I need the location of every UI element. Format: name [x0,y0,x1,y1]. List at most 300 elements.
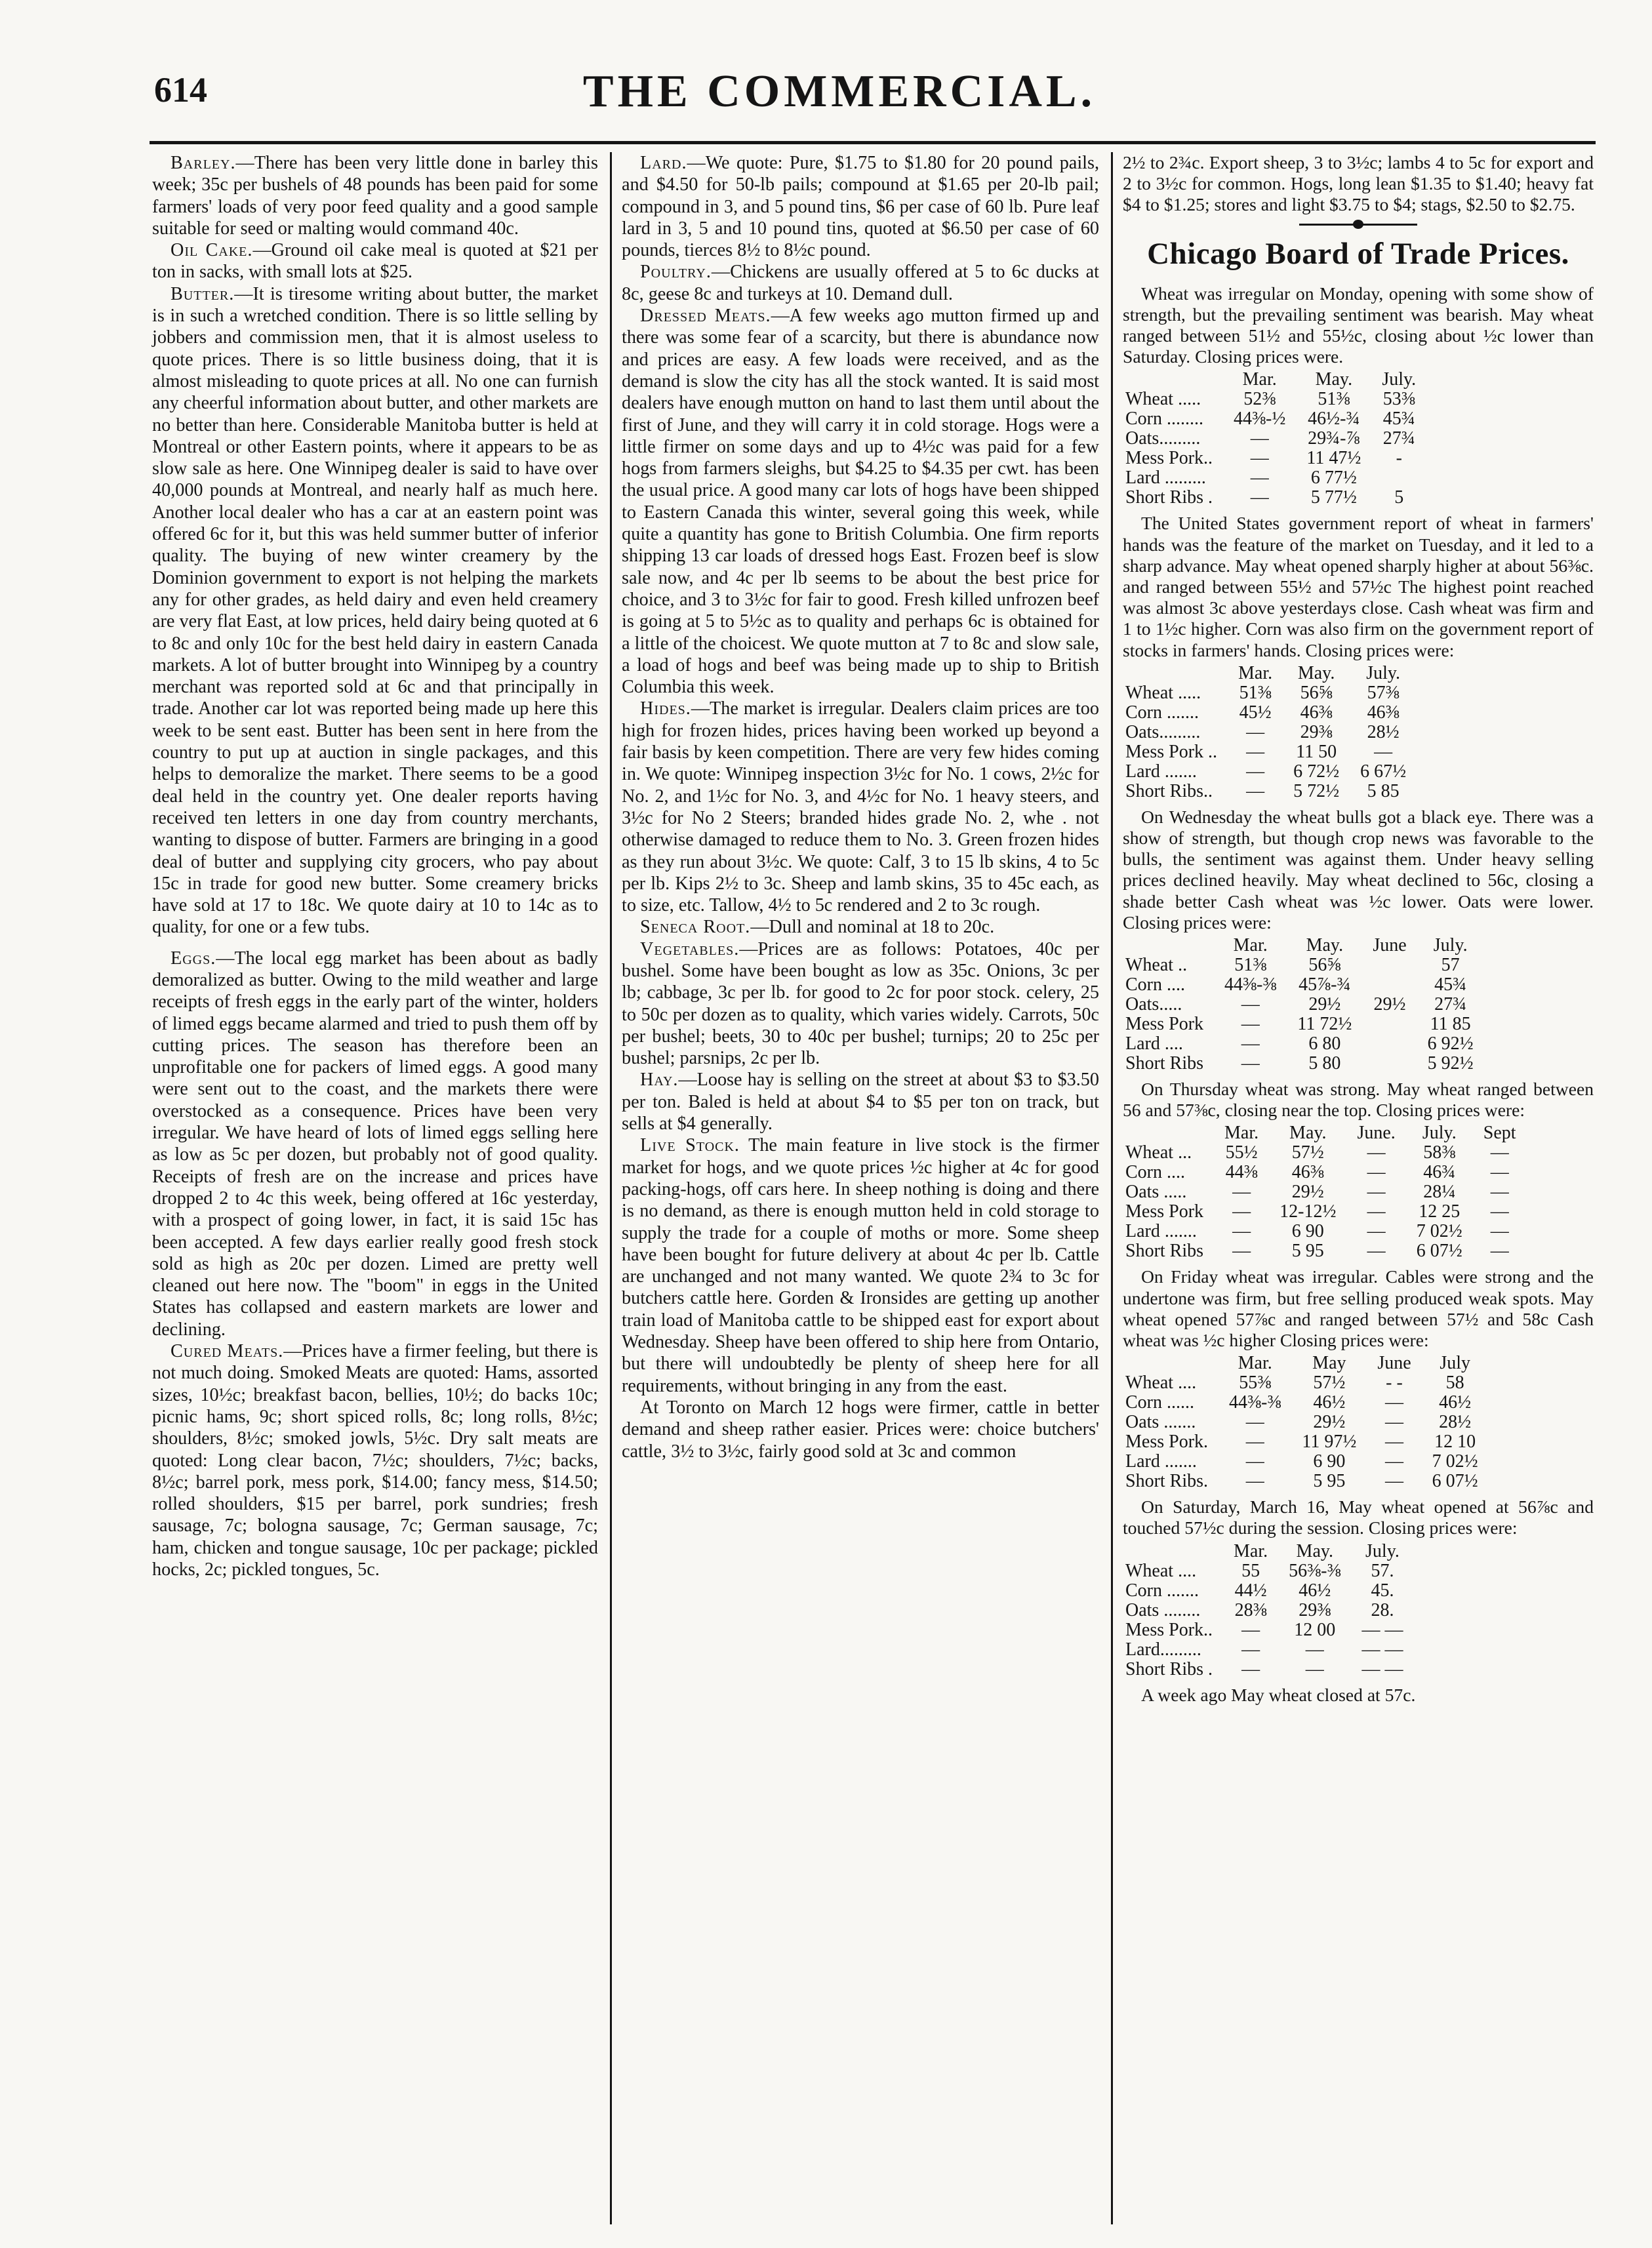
price-cell: 45½ [1239,702,1272,723]
price-cell: 57½ [1291,1142,1324,1163]
commodity-label: Lard ....... [1125,1221,1197,1242]
price-cell: 44⅜-⅜ [1224,974,1277,995]
column-header: May. [1296,1540,1334,1561]
table-row [1125,1054,1484,1074]
table-header-row [1125,370,1426,390]
price-cell: 11 47½ [1306,448,1361,469]
column-header: Sept [1483,1123,1516,1144]
price-cell: 12 00 [1294,1619,1336,1640]
table-row [1125,1241,1527,1261]
table-row [1125,1014,1484,1034]
price-cell: 46½ [1313,1392,1346,1413]
price-cell: — [1232,1201,1251,1222]
table-row [1125,1640,1413,1660]
column-header: July. [1433,935,1468,956]
column-header: July. [1382,369,1417,390]
paragraph-text: —There has been very little done in barley this week; 35c per bushels of 48 pounds has been paid for some farmers' loads of very poor feed quality and a good sample suitable for seed or malting would command 40c. [152,153,598,239]
price-cell: — [1241,1053,1260,1074]
price-cell: 11 85 [1430,1014,1471,1035]
commodity-label: Corn ....... [1125,702,1199,723]
price-cell: — [1374,741,1393,762]
table-row [1125,1143,1527,1163]
paragraph-text: —The local egg market has been about as badly demoralized as butter. Owing to the mild weather and large receipts of fresh eggs in the early part of the winter, holders of limed eggs became alarmed and tried to push them off by cutting prices. The season has therefore been an unprofitable one for packers of limed eggs. A good many were sent out to the coast, and the markets there were overstocked as a consequence. Prices have been very irregular. We have heard of lots of limed eggs selling here as low as 5c per dozen, but probably not of good quality. Receipts of fresh are on the increase and prices have dropped 2 to 4c this week, being offered at 16c yesterday, with a prospect of going lower, in fact, it is said 15c has been accepted. A few days earlier really good fresh stock sold as high as 20c per dozen. Limed are pretty well cleaned out here now. The "boom" in eggs in the United States has collapsed and eastern markets are lower and declining. [152,948,598,1340]
price-cell: — [1490,1162,1509,1183]
price-cell: — [1246,741,1265,762]
price-cell: 46¾ [1423,1162,1456,1183]
table-row [1125,409,1426,429]
price-cell: — [1250,428,1269,449]
commodity-label: Mess Pork .. [1125,741,1218,762]
price-cell: 53⅜ [1382,389,1415,410]
table-row [1125,1413,1489,1432]
column-header: Mar. [1242,369,1277,390]
price-cell: — [1305,1658,1324,1679]
run-head: Hay. [640,1070,679,1091]
price-cell: — [1232,1221,1251,1242]
column-header: July. [1422,1123,1457,1144]
paragraph-cured-meats [152,1340,598,1580]
run-head: Barley. [171,153,236,173]
column-header: Mar. [1233,935,1268,956]
price-cell: 55½ [1225,1142,1258,1163]
paragraph-text: —The market is irregular. Dealers claim prices are too high for frozen hides, prices having been worked up beyond a fair basis by keen competition. There are very few hides coming in. We quote: Winnipeg inspection 3½c for No. 1 cows, 2½c for No. 2, and 1½c for No. 3, and 4½c for No. 1 heavy steers, and 3½c for No 2 Steers; branded hides grade No. 2, whe . not otherwise damaged to reduce them to No. 3. Green frozen hides as they run about 3½c. We quote: Calf, 3 to 15 lb skins, 4 to 5c per lb. Kips 2½ to 3c. Sheep and lamb skins, 35 to 45c each, as to size, etc. Tallow, 4½ to 5c rendered and 2 to 3c rough. [622,698,1099,916]
price-cell: — [1241,1658,1260,1679]
price-cell: 5 77½ [1310,487,1357,508]
column-1 [152,152,598,1580]
price-cell: 29½ [1308,994,1341,1015]
column-header: May. [1297,662,1335,683]
table-row [1125,723,1417,742]
table-row [1125,1034,1484,1054]
paragraph-saturday: On Saturday, March 16, May wheat opened at 56⅞c and touched 57½c during the session. Closing prices were: [1123,1496,1594,1538]
paragraph-dressed-meats [622,305,1099,698]
table-row [1125,955,1484,975]
price-cell: 29⅜ [1300,721,1333,742]
price-cell: — [1245,1451,1264,1472]
price-cell: 46½ [1439,1392,1472,1413]
commodity-label: Oats ....... [1125,1412,1196,1433]
price-cell: — [1232,1241,1251,1262]
price-cell: 56⅝ [1308,955,1341,976]
price-cell: — [1246,721,1265,742]
price-cell: — — [1361,1658,1403,1679]
price-cell [1362,975,1417,995]
commodity-label: Oats......... [1125,428,1201,449]
price-cell: — [1245,1412,1264,1433]
price-cell: 6 07½ [1432,1471,1478,1492]
run-head: Poultry. [640,262,712,283]
column-header: May. [1315,369,1353,390]
price-cell: 6 72½ [1293,761,1340,782]
paragraph-monday: Wheat was irregular on Monday, opening with some show of strength, but the prevailing sentiment was bearish. May wheat ranged between 51½ and 55½c, closing about ½c lower than Saturday. Closing prices were. [1123,283,1594,367]
commodity-label: Corn ....... [1125,1580,1199,1601]
price-cell: — [1246,780,1265,801]
column-header: July [1440,1353,1470,1374]
table-header-row [1125,936,1484,955]
price-cell: — [1367,1221,1386,1242]
table-header-row [1125,1354,1489,1373]
paragraph-text: —Dull and nominal at 18 to 20c. [750,917,995,938]
commodity-label: Mess Pork.. [1125,1619,1213,1640]
paragraph-text: —Prices have a firmer feeling, but there is not much doing. Smoked Meats are quoted: Hams, assorted sizes, 10½c; breakfast bacon, bellies, 10½; do backs 10c; picnic hams, 9c; short spiced rolls, 8c; long rolls, 8½c; shoulders, 8½c; smoked jowls, 5½c. Dry salt meats are quoted: Long clear bacon, 7½c; shoulders, 7½c; backs, 8½c; barrel pork, mess pork, $14.00; fancy mess, $14.50; rolled shoulders, $15 per barrel, pork sundries; fresh sausage, 7c; bologna sausage, 7c; German sausage, 7c; ham, chicken and tongue sausage, 10c per package; pickled hocks, 2c; pickled tongues, 5c. [152,1341,599,1580]
paragraph-barley [152,152,598,239]
table-row [1125,429,1426,449]
commodity-label: Wheat .. [1125,955,1188,976]
paragraph-thursday: On Thursday wheat was strong. May wheat ranged between 56 and 57⅜c, closing near the top. Closing prices were: [1123,1079,1594,1121]
paragraph-text: —Chickens are usually offered at 5 to 6c ducks at 8c, geese 8c and turkeys at 10. Demand dull. [622,262,1099,304]
price-cell: 27¾ [1434,994,1467,1015]
price-cell: 58⅜ [1423,1142,1456,1163]
paragraph-toronto [622,1397,1099,1462]
price-cell: 29½ [1373,994,1406,1015]
column-header [1125,936,1214,955]
commodity-label: Short Ribs.. [1125,780,1213,801]
price-cell: 28⅜ [1234,1599,1267,1620]
price-cell: 5 95 [1291,1241,1324,1262]
price-cell [1362,955,1417,975]
price-cell: 5 80 [1308,1053,1341,1074]
section-title: Chicago Board of Trade Prices. [1147,236,1569,271]
table-row [1125,683,1417,703]
price-cell: 45⅞-¾ [1299,974,1351,995]
run-head: Hides. [640,698,691,719]
price-cell: 28. [1371,1599,1394,1620]
commodity-label: Corn ........ [1125,409,1203,430]
price-cell: 5 72½ [1293,780,1340,801]
price-cell: — [1250,468,1269,489]
price-cell: 11 50 [1296,741,1337,762]
price-cell: — [1250,487,1269,508]
price-cell: 45¾ [1382,409,1415,430]
price-cell: 46½-¾ [1308,409,1360,430]
price-cell: 29⅜ [1299,1599,1331,1620]
paragraph-eggs [152,948,598,1340]
price-cell [1371,468,1426,488]
table-row [1125,1222,1527,1241]
table-row [1125,1581,1413,1601]
table-row [1125,1660,1413,1679]
price-cell: 12 25 [1419,1201,1461,1222]
price-cell: — — [1361,1639,1403,1660]
price-cell: — [1384,1471,1403,1492]
column-header: July. [1366,662,1401,683]
column-divider [1111,152,1113,2224]
run-head: Butter. [171,283,235,304]
price-table-friday [1125,1354,1489,1491]
price-cell: — [1367,1182,1386,1203]
price-cell: - - [1386,1373,1403,1394]
price-cell: 51⅜ [1239,682,1272,703]
table-row [1125,449,1426,468]
price-cell: — [1241,1034,1260,1054]
column-header: May [1312,1353,1346,1374]
column-divider [610,152,612,2224]
price-cell: — [1241,1014,1260,1035]
run-head: Cured Meats. [171,1341,284,1362]
paragraph-hay [622,1069,1099,1134]
price-cell: — [1367,1241,1386,1262]
price-cell: 57½ [1313,1373,1346,1394]
price-cell: 55 [1241,1560,1260,1581]
price-cell: 51⅜ [1234,955,1267,976]
paragraph-text: At Toronto on March 12 hogs were firmer, cattle in better demand and sheep rather easier. Prices were: choice butchers' cattle, 3½ to 3½c, fairly good sold at 3c and common [622,1397,1099,1462]
price-cell: 6 77½ [1310,468,1357,489]
column-header: Mar. [1238,662,1273,683]
commodity-label: Lard .... [1125,1034,1183,1054]
price-cell: 56⅜-⅜ [1289,1560,1341,1581]
table-row [1125,703,1417,723]
price-cell: 5 92½ [1427,1053,1474,1074]
paragraph-friday: On Friday wheat was irregular. Cables were strong and the undertone was firm, but free selling produced weak spots. May wheat opened 57⅞c and ranged between 57½ and 58c Cash wheat was ½c higher Closing prices were: [1123,1266,1594,1351]
price-cell: — [1367,1201,1386,1222]
price-table-thursday [1125,1123,1527,1261]
price-cell: — [1241,994,1260,1015]
commodity-label: Wheat ... [1125,1142,1192,1163]
commodity-label: Short Ribs . [1125,1658,1213,1679]
table-row [1125,975,1484,995]
run-head: Oil Cake. [171,240,253,261]
paragraph-text: The main feature in live stock is the firmer market for hogs, and we quote prices ½c higher at 4c for good packing-hogs, off cars here. In sheep nothing is doing and there is no demand, as there is enough mutton held in cold storage to supply the trade for a couple of moths or more. Some sheep have been bought for future delivery at about 4c per lb. Cattle are unchanged and not many wanted. We quote 2¾ to 3c for butchers cattle here. Gorden & Ironsides are getting up another train load of Manitoba cattle to be shipped east for export about Wednesday. Sheep have been offered to ship here from Ontario, but there will undoubtedly be plenty of sheep here for all requirements, without bringing in any from the east. [622,1135,1099,1396]
table-row [1125,1393,1489,1413]
commodity-label: Short Ribs . [1125,487,1213,508]
price-cell: — [1384,1432,1403,1453]
commodity-label: Short Ribs [1125,1053,1204,1074]
price-cell: 46½ [1299,1580,1331,1601]
column-header [1125,1542,1223,1561]
column-header [1125,664,1228,683]
table-row [1125,995,1484,1014]
table-row [1125,1472,1489,1491]
commodity-label: Corn ...... [1125,1392,1194,1413]
masthead [59,66,1620,126]
price-cell: — [1490,1221,1509,1242]
price-cell: 11 72½ [1297,1014,1352,1035]
price-cell: 57 [1441,955,1460,976]
price-cell: — [1367,1142,1386,1163]
column-header: June [1377,1353,1411,1374]
newspaper-title: THE COMMERCIAL. [582,66,1097,117]
run-head: Live Stock. [640,1135,740,1156]
price-cell: 44⅜-⅜ [1229,1392,1281,1413]
price-cell: 12 10 [1434,1432,1476,1453]
price-cell: 46⅜ [1300,702,1333,723]
column-header [1125,370,1223,390]
price-cell: 6 80 [1308,1034,1341,1054]
price-cell: — [1384,1392,1403,1413]
price-cell: 45¾ [1434,974,1467,995]
price-cell: 51⅜ [1318,389,1350,410]
price-cell: — [1245,1471,1264,1492]
paragraph-text: —Loose hay is selling on the street at about $3 to $3.50 per ton. Baled is held at about $4 to $5 per ton on track, but sells at $4 generally. [622,1070,1099,1134]
table-row [1125,1182,1527,1202]
price-cell: — [1384,1412,1403,1433]
column-2 [622,152,1099,1462]
price-cell: 57. [1371,1560,1394,1581]
price-cell: 29½ [1291,1182,1324,1203]
column-header: Mar. [1224,1123,1259,1144]
column-header [1125,1354,1219,1373]
price-cell: — [1246,761,1265,782]
run-head: Dressed Meats. [640,306,771,327]
price-cell: 5 95 [1313,1471,1346,1492]
run-head: Vegetables. [640,938,740,959]
table-row [1125,1373,1489,1393]
commodity-label: Wheat .... [1125,1560,1197,1581]
price-cell: 7 02½ [1416,1221,1462,1242]
run-head: Lard. [640,153,687,173]
table-header-row [1125,1542,1413,1561]
paragraph-text: —It is tiresome writing about butter, the market is in such a wretched condition. There is so little selling by jobbers and commission men, that it is almost useless to quote prices. There is so little business doing, that it is almost misleading to quote prices at all. No one can furnish any cheerful information about butter, and other markets are no better than here. Considerable Manitoba butter is held at Montreal or other Eastern points, where it appears to be as slow sale as here. One Winnipeg dealer is said to have over 40,000 pounds at Montreal, and nearly half as much here. Another local dealer who has a car at an eastern point was offered 6c for it, but this was held summer butter of inferior quality. The buying of new winter creamery by the Dominion government to export is not helping the markets any for other grades, as held dairy and even held creamery are very flat East, at low prices, held dairy being quoted at 6 to 8c and only 10c for the best held dairy in eastern Canada markets. A lot of butter brought into Winnipeg by a country merchant was reported sold at 6c and that principally in trade. Another car lot was reported being made up here this week to be sent east. Butter has been sent in here from the country to put up at auction in single packages, and this helps to demoralize the market. There seems to be a good deal held in the country yet. One dealer reports having received ten letters in one day from country merchants, wanting to dispose of butter. Farmers are bringing in a good deal of butter and supplying city grocers, who pay about 15c in trade for good new butter. Some creamery bricks have sold at 17 to 18c. We quote dairy at 10 to 14c as to quality, for one or a few tubs. [152,283,598,938]
commodity-label: Short Ribs [1125,1241,1204,1262]
commodity-label: Mess Pork [1125,1014,1204,1035]
price-cell: - [1396,448,1402,469]
price-cell: — [1241,1619,1260,1640]
commodity-label: Lard......... [1125,1639,1201,1660]
commodity-label: Mess Pork. [1125,1432,1209,1453]
paragraph-lard [622,152,1099,261]
price-table-tuesday [1125,664,1417,801]
commodity-label: Oats......... [1125,721,1201,742]
column-header: July. [1365,1540,1400,1561]
table-row [1125,1432,1489,1452]
price-cell: 45. [1371,1580,1394,1601]
paragraph-butter [152,283,598,938]
table-row [1125,762,1417,782]
commodity-label: Wheat .... [1125,1373,1197,1394]
column-header: June [1373,935,1407,956]
section-ornament-rule [1299,224,1417,226]
table-row [1125,1202,1527,1222]
column-3 [1123,152,1594,1706]
commodity-label: Lard ....... [1125,1451,1197,1472]
header-rule [150,141,1596,144]
commodity-label: Wheat ..... [1125,682,1201,703]
price-cell: 5 [1394,487,1404,508]
paragraph-week-ago: A week ago May wheat closed at 57c. [1141,1684,1416,1705]
price-cell: — [1245,1432,1264,1453]
price-cell: — — [1361,1619,1403,1640]
price-cell: 28¼ [1423,1182,1456,1203]
price-cell: — [1367,1162,1386,1183]
table-row [1125,1452,1489,1472]
price-cell: 28½ [1439,1412,1472,1433]
paragraph-seneca-root [622,916,1099,938]
paragraph-text: —We quote: Pure, $1.75 to $1.80 for 20 pound pails, and $4.50 for 50-lb pails; compound at $1.65 per 20-lb pail; compound in 3, and 5 pound tins, $6 per case of 60 lb. Pure leaf lard in 3, 5 and 10 pound tins, quoted at $6.50 per case of 60 pounds, tierces 8½ to 8½c pound. [622,153,1099,261]
column-header: May. [1306,935,1344,956]
price-cell: 44½ [1234,1580,1267,1601]
price-table-wednesday [1125,936,1484,1074]
price-cell: 12-12½ [1279,1201,1337,1222]
column-header: May. [1289,1123,1327,1144]
commodity-label: Wheat ..... [1125,389,1201,410]
price-cell: 29¾-⅞ [1308,428,1360,449]
column-header: Mar. [1234,1540,1268,1561]
price-table-monday [1125,370,1426,508]
price-cell: 7 02½ [1432,1451,1478,1472]
price-cell: — [1490,1241,1509,1262]
price-cell: 29½ [1313,1412,1346,1433]
price-cell: 52⅜ [1243,389,1276,410]
paragraph-vegetables [622,938,1099,1070]
paragraph-poultry [622,261,1099,305]
paragraph-export-sheep: 2½ to 2¾c. Export sheep, 3 to 3½c; lambs 4 to 5c for export and 2 to 3½c for common. Hogs, long lean $1.35 to $1.40; heavy fat $4 to $1.25; stores and light $3.75 to $4; stags, $2.50 to $2.75. [1123,152,1594,215]
table-row [1125,742,1417,762]
table-row [1125,1561,1413,1581]
price-cell: 6 90 [1313,1451,1346,1472]
page-number: 614 [154,70,207,110]
price-cell [1362,1034,1417,1054]
table-header-row [1125,1123,1527,1143]
price-cell: — [1490,1142,1509,1163]
table-row [1125,488,1426,508]
commodity-label: Oats ........ [1125,1599,1201,1620]
price-cell: 44⅜-½ [1234,409,1286,430]
price-cell: 27¾ [1382,428,1415,449]
price-cell: 28½ [1367,721,1400,742]
price-cell: 56⅝ [1300,682,1333,703]
price-cell: 57⅜ [1367,682,1400,703]
price-table-saturday [1125,1542,1413,1679]
commodity-label: Short Ribs. [1125,1471,1209,1492]
paragraph-live-stock [622,1134,1099,1397]
price-cell: — [1232,1182,1251,1203]
price-cell: 46⅜ [1367,702,1400,723]
price-cell: — [1305,1639,1324,1660]
price-cell: 55⅜ [1239,1373,1272,1394]
price-cell: 6 07½ [1416,1241,1462,1262]
commodity-label: Oats..... [1125,994,1182,1015]
price-cell [1362,1014,1417,1034]
run-head: Seneca Root. [640,917,751,938]
paragraph-text: —Ground oil cake meal is quoted at $21 per ton in sacks, with small lots at $25. [152,240,598,283]
commodity-label: Oats ..... [1125,1182,1187,1203]
price-cell: 58 [1445,1373,1464,1394]
paragraph-text: —A few weeks ago mutton firmed up and there was some fear of a scarcity, but there is abundance now and prices are easy. A few loads were received, and as the demand is slow the city has all the stock wanted. It is said most dealers have enough mutton on hand to last them until about the first of June, and they will carry it in cold storage. Hogs were a little firmer on some days and up to 4½c was paid for a few hogs from farmers sleighs, but $4.25 to $4.35 per cwt. has been the usual price. A good many car lots of hogs have been shipped to Eastern Canada this winter, several going this week, while quite a quantity has gone to British Columbia. One firm reports shipping 13 car loads of dressed hogs East. Frozen beef is slow sale now, and 4c per lb seems to be about the best price for choice, and 3 to 3½c for fair to good. Fresh killed unfrozen beef is going at 5 to 5½c as to quality and perhaps 6c is obtained for a little of the choicest. We quote mutton at 7 to 8c and slow sale, a load of hogs and beef was being made up to ship to British Columbia this week. [622,306,1099,698]
run-head: Eggs. [171,948,216,969]
commodity-label: Mess Pork [1125,1201,1204,1222]
column-header: June. [1357,1123,1396,1144]
commodity-label: Lard ....... [1125,761,1197,782]
column-header: Mar. [1238,1353,1272,1374]
commodity-label: Corn .... [1125,1162,1185,1183]
price-cell: — [1250,448,1269,469]
table-row [1125,468,1426,488]
paragraph-hides [622,698,1099,916]
price-cell: 6 67½ [1360,761,1407,782]
commodity-label: Corn .... [1125,974,1185,995]
price-cell [1362,1054,1417,1074]
column-header [1125,1123,1214,1143]
price-cell: — [1241,1639,1260,1660]
table-row [1125,1601,1413,1620]
paragraph-text: —Prices are as follows: Potatoes, 40c per bushel. Some have been bought as low as 35c. Onions, 3c per lb; cabbage, 3c per lb. for good to 2c for poor stock. celery, 25 to 50c per dozen as to quality, which varies widely. Carrots, 50c per bushel; beets, 30 to 40c per bushel; turnips; 20 to 25c per bushel; parsnips, 2c per lb. [622,938,1099,1069]
table-row [1125,1620,1413,1640]
price-cell: 46⅜ [1291,1162,1324,1183]
price-cell: 11 97½ [1302,1432,1357,1453]
price-cell: — [1490,1201,1509,1222]
table-header-row [1125,664,1417,683]
price-cell: — [1490,1182,1509,1203]
price-cell: 5 85 [1367,780,1400,801]
paragraph-oil-cake [152,239,598,283]
commodity-label: Lard ......... [1125,468,1206,489]
price-cell: 6 90 [1291,1221,1324,1242]
price-cell: 6 92½ [1427,1034,1474,1054]
price-cell: — [1384,1451,1403,1472]
table-row [1125,1163,1527,1182]
paragraph-wednesday: On Wednesday the wheat bulls got a black eye. There was a show of strength, but though crop news was favorable to the bulls, the sentiment was against them. Under heavy selling prices declined heavily. May wheat declined to 56c, closing a shade better Cash wheat was ½c lower. Oats were lower. Closing prices were: [1123,806,1594,933]
price-cell: 44⅜ [1225,1162,1258,1183]
